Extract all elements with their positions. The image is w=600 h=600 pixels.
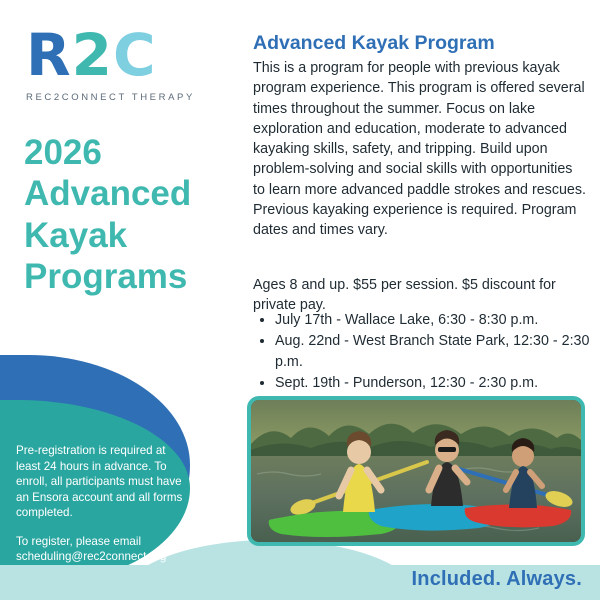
list-item: • July 17th - Wallace Lake, 6:30 - 8:30 p.m. [275,310,600,330]
list-item: • Sept. 19th - Punderson, 12:30 - 2:30 p.m. [275,373,600,393]
registration-requirements: Pre-registration is required at least 24 hours in advance. To enroll, all participants must have an Ensora account and all forms completed. [16,444,183,520]
logo-letter-r: R [26,21,72,89]
list-item: • Aug. 22nd - West Branch State Park, 12:30 - 2:30 p.m. [275,331,600,372]
page-title: 2026 Advanced Kayak Programs [24,133,192,296]
logo-wordmark [26,21,226,89]
tagline: Included. Always. [411,568,582,590]
program-description: This is a program for people with previous kayak program experience. This program is offered several times throughout the summer. Focus on lake exploration and education, moderate to advanced kayaking skills, safety, and tripping. Build upon problem-solving and social skills with opportunities to learn more advanced paddle strokes and rescues. Previous kayaking experience is required. Program dates and times vary. [253,60,586,239]
logo [26,21,226,103]
kayaking-photo-illustration [251,400,581,542]
registration-contact: To register, please email scheduling@rec2connect.org [16,534,167,564]
logo-subtitle: REC2CONNECT THERAPY [26,92,195,103]
program-date-list [253,310,600,394]
registration-info [16,443,188,565]
program-ages-pricing: Ages 8 and up. $55 per session. $5 discount for private pay. [253,277,556,314]
kayaking-photo [247,396,585,546]
logo-letter-2: 2 [71,21,114,89]
program-title: Advanced Kayak Program [253,32,495,54]
logo-letter-c: C [113,21,157,89]
